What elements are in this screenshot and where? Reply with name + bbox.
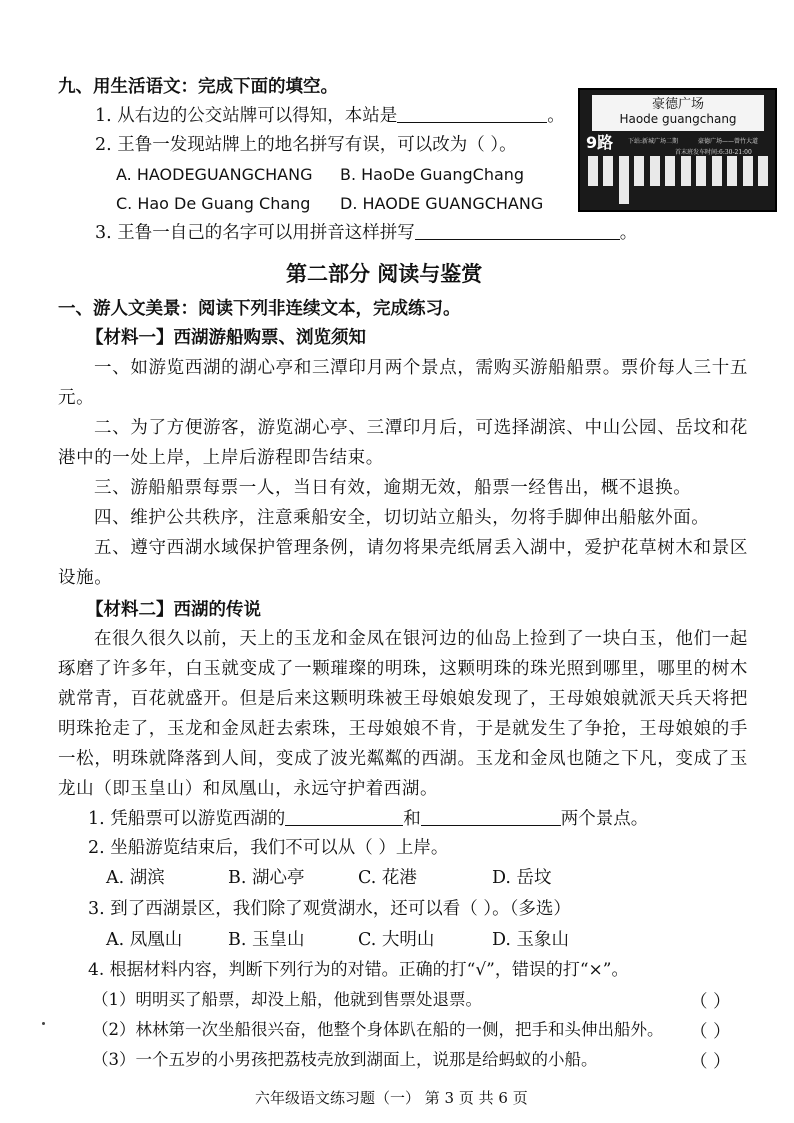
option-d: D. HAODE GUANGCHANG bbox=[340, 194, 544, 213]
section9-q3-end: 。 bbox=[619, 223, 638, 243]
section9-q2: 2. 王鲁一发现站牌上的地名拼写有误，可以改为（ ）。 bbox=[95, 135, 517, 155]
answer-blank[interactable] bbox=[397, 104, 547, 123]
answer-blank[interactable] bbox=[285, 807, 403, 826]
answer-paren[interactable]: （ ） bbox=[690, 1052, 731, 1072]
reading-q1-text-c: 两个景点。 bbox=[560, 809, 649, 829]
sign-stop-column bbox=[650, 156, 660, 186]
sign-station-box bbox=[592, 95, 764, 131]
reading-q4-item2: （2）林林第一次坐船很兴奋，他整个身体趴在船的一侧，把手和头伸出船外。 bbox=[92, 1020, 664, 1039]
answer-blank[interactable] bbox=[421, 807, 561, 826]
section9-q3 bbox=[95, 221, 637, 245]
sign-stop-column bbox=[619, 156, 629, 204]
answer-paren[interactable]: （ ） bbox=[690, 1022, 731, 1042]
sign-stop-column bbox=[603, 156, 613, 186]
scan-speck bbox=[42, 1022, 45, 1025]
sign-route-range: 豪德广场——曾竹大道 bbox=[698, 138, 759, 145]
reading-q3: 3. 到了西湖景区，我们除了观赏湖水，还可以看（ ）。（多选） bbox=[88, 899, 571, 919]
sign-stop-column bbox=[743, 156, 753, 186]
reading-q3-option: D. 玉象山 bbox=[492, 930, 570, 950]
answer-blank[interactable] bbox=[415, 221, 620, 240]
sign-route-number: 9路 bbox=[586, 133, 614, 152]
sign-stop-column bbox=[758, 156, 768, 186]
option-a: A. HAODEGUANGCHANG bbox=[116, 165, 313, 184]
material1-para3: 三、游船船票每票一人，当日有效，逾期无效，船票一经售出，概不退换。 bbox=[94, 478, 692, 498]
sign-next-stop: 下站:新城广场二期 bbox=[628, 138, 679, 145]
section9-q1 bbox=[95, 104, 565, 128]
sign-stop-column bbox=[665, 156, 675, 186]
reading-q2: 2. 坐船游览结束后，我们不可以从（ ）上岸。 bbox=[88, 838, 449, 858]
reading-q3-option: B. 玉皇山 bbox=[228, 930, 305, 950]
material1-para1: 一、如游览西湖的湖心亭和三潭印月两个景点，需购买游船船票。票价每人三十五元。 bbox=[58, 358, 748, 408]
bus-stop-sign bbox=[578, 88, 777, 212]
sign-stop-column bbox=[712, 156, 722, 186]
reading-q4: 4. 根据材料内容，判断下列行为的对错。正确的打“√”，错误的打“×”。 bbox=[88, 960, 629, 980]
sign-stop-column bbox=[696, 156, 706, 186]
sign-stop-column bbox=[588, 156, 598, 186]
reading-q3-option: C. 大明山 bbox=[358, 930, 435, 950]
reading-q1 bbox=[88, 807, 648, 831]
sign-station-pinyin: Haode guangchang bbox=[619, 112, 737, 126]
section9-title: 九、用生活语文：完成下面的填空。 bbox=[58, 77, 338, 97]
reading-q2-option: C. 花港 bbox=[358, 868, 417, 888]
material2-title: 【材料二】西湖的传说 bbox=[86, 600, 261, 620]
reading-q2-option: B. 湖心亭 bbox=[228, 868, 305, 888]
reading-q4-item3: （3）一个五岁的小男孩把荔枝壳放到湖面上，说那是给蚂蚁的小船。 bbox=[92, 1050, 598, 1069]
sign-station-cn: 豪德广场 bbox=[651, 97, 704, 112]
sign-stop-column bbox=[634, 156, 644, 186]
reading-q2-option: A. 湖滨 bbox=[106, 868, 165, 888]
section9-q1-text: 1. 从右边的公交站牌可以得知，本站是 bbox=[95, 106, 398, 126]
reading-q2-option: D. 岳坟 bbox=[492, 868, 552, 888]
section9-q3-text: 3. 王鲁一自己的名字可以用拼音这样拼写 bbox=[95, 223, 415, 243]
sign-stop-column bbox=[681, 156, 691, 186]
material1-para5: 五、遵守西湖水域保护管理条例，请勿将果壳纸屑丢入湖中，爱护花草树木和景区设施。 bbox=[58, 538, 748, 588]
reading-q1-text-b: 和 bbox=[403, 809, 421, 829]
material1-para2: 二、为了方便游客，游览湖心亭、三潭印月后，可选择湖滨、中山公园、岳坟和花港中的一处上岸，上岸后游程即告结束。 bbox=[58, 418, 748, 468]
page-footer: 六年级语文练习题（一） 第 3 页 共 6 页 bbox=[255, 1089, 528, 1107]
part2-heading: 第二部分 阅读与鉴赏 bbox=[286, 261, 483, 286]
reading-q1-text-a: 1. 凭船票可以游览西湖的 bbox=[88, 809, 286, 829]
sign-stop-columns bbox=[588, 156, 768, 204]
section9-q1-end: 。 bbox=[547, 106, 565, 126]
material1-para4: 四、维护公共秩序，注意乘船安全，切切站立船头，勿将手脚伸出船舷外面。 bbox=[94, 508, 710, 528]
option-c: C. Hao De Guang Chang bbox=[116, 194, 311, 213]
material1-title: 【材料一】西湖游船购票、浏览须知 bbox=[86, 328, 366, 348]
reading-q3-option: A. 凤凰山 bbox=[106, 930, 183, 950]
section1-title: 一、游人文美景：阅读下列非连续文本，完成练习。 bbox=[58, 299, 461, 319]
material2-para1: 在很久很久以前，天上的玉龙和金凤在银河边的仙岛上捡到了一块白玉，他们一起琢磨了许多年，白玉就变成了一颗璀璨的明珠，这颗明珠的珠光照到哪里，哪里的树木就常青，百花就盛开。但是后来这颗明珠被王母娘娘发现了，王母娘娘就派天兵天将把明珠抢走了，玉龙和金凤赶去索珠，王母娘娘不肯，于是就发生了争抢，王母娘娘的手一松，明珠就降落到人间，变成了波光粼粼的西湖。玉龙和金凤也随之下凡，变成了玉龙山（即玉皇山）和凤凰山，永远守护着西湖。 bbox=[58, 629, 748, 799]
sign-stop-column bbox=[727, 156, 737, 186]
answer-paren[interactable]: （ ） bbox=[690, 992, 731, 1012]
option-b: B. HaoDe GuangChang bbox=[340, 165, 525, 184]
sign-schedule: 首末班发车时间:6:30-21:00 bbox=[675, 149, 752, 156]
reading-q4-item1: （1）明明买了船票，却没上船，他就到售票处退票。 bbox=[92, 990, 482, 1009]
